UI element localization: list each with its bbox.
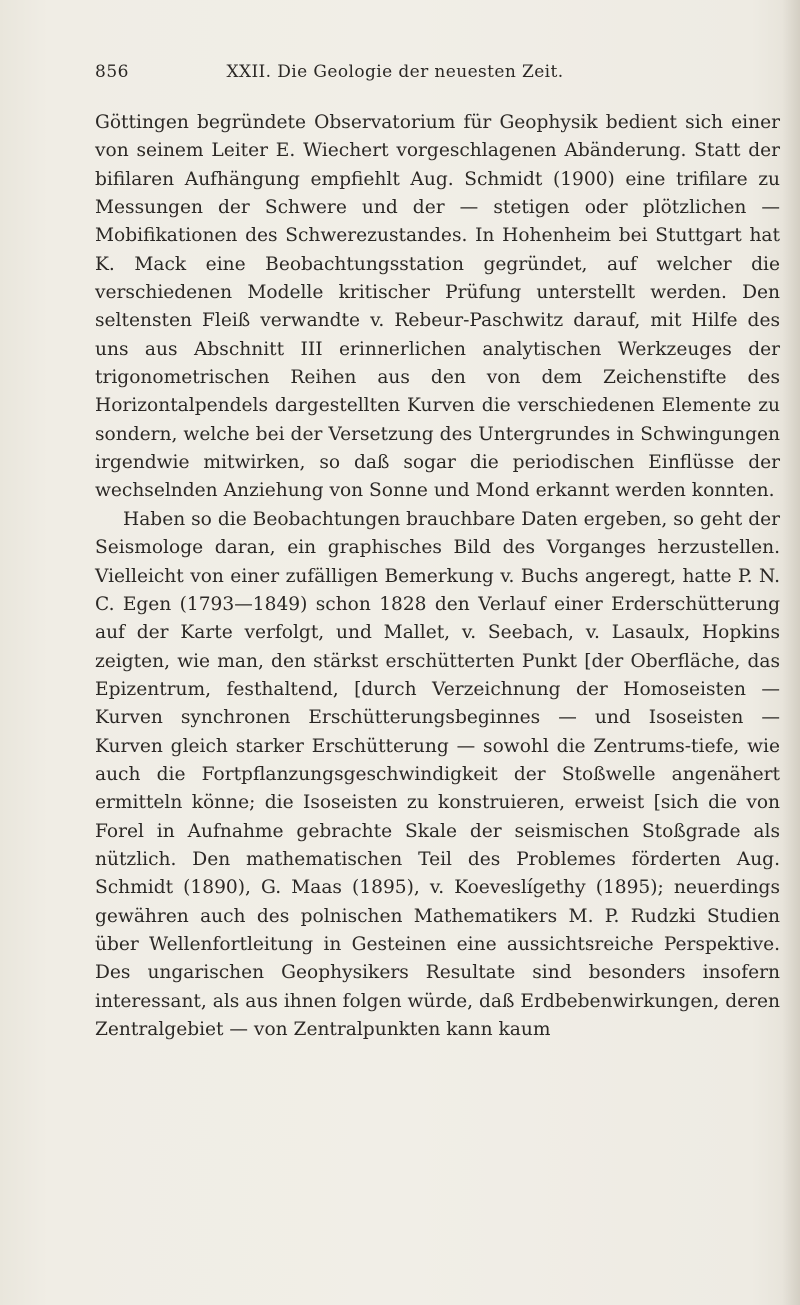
page-header — [95, 62, 695, 88]
page-number: 856 — [95, 62, 129, 82]
running-title: XXII. Die Geologie der neuesten Zeit. — [226, 62, 564, 82]
page-edge-shadow — [782, 0, 800, 1305]
body-text — [95, 109, 780, 1044]
paragraph-2: Haben so die Beobachtungen brauchbare Daten ergeben, so geht der Seismologe daran, ein graphisches Bild des Vorganges herzustellen. Vielleicht von einer zufälligen Bemerkung v. Buchs angeregt, hatte P. N. C. Egen (1793—1849) schon 1828 den Verlauf einer Erderschütterung auf der Karte verfolgt, und Mallet, v. Seebach, v. Lasaulx, Hopkins zeigten, wie man, den stärkst erschütterten Punkt [der Oberfläche, das Epizentrum, festhaltend, [durch Verzeichnung der Homoseisten — Kurven synchronen Erschütterungsbeginnes — und Isoseisten — Kurven gleich starker Erschütterung — sowohl die Zentrums-tiefe, wie auch die Fortpflanzungsgeschwindigkeit der Stoßwelle angenähert ermitteln könne; die Isoseisten zu konstruieren, erweist [sich die von Forel in Aufnahme gebrachte Skale der seismischen Stoßgrade als nützlich. Den mathematischen Teil des Problemes förderten Aug. Schmidt (1890), G. Maas (1895), v. Koeveslígethy (1895); neuerdings gewähren auch des polnischen Mathematikers M. P. Rudzki Studien über Wellenfortleitung in Gesteinen eine aussichtsreiche Perspektive. Des ungarischen Geophysikers Resultate sind besonders insofern interessant, als aus ihnen folgen würde, daß Erdbebenwirkungen, deren Zentralgebiet — von Zentralpunkten kann kaum — [95, 508, 780, 1040]
paragraph-1: Göttingen begründete Observatorium für Geophysik bedient sich einer von seinem Leiter E. Wiechert vorgeschlagenen Abänderung. Statt der bifilaren Aufhängung empfiehlt Aug. Schmidt (1900) eine trifilare zu Messungen der Schwere und der — stetigen oder plötzlichen — Mobifikationen des Schwerezustandes. In Hohenheim bei Stuttgart hat K. Mack eine Beobachtungsstation gegründet, auf welcher die verschiedenen Modelle kritischer Prüfung unterstellt werden. Den seltensten Fleiß verwandte v. Rebeur-Paschwitz darauf, mit Hilfe des uns aus Abschnitt III erinnerlichen analytischen Werkzeuges der trigonometrischen Reihen aus den von dem Zeichenstifte des Horizontalpendels dargestellten Kurven die verschiedenen Elemente zu sondern, welche bei der Versetzung des Untergrundes in Schwingungen irgendwie mitwirken, so daß sogar die periodischen Einflüsse der wechselnden Anziehung von Sonne und Mond erkannt werden konnten. — [95, 112, 780, 502]
